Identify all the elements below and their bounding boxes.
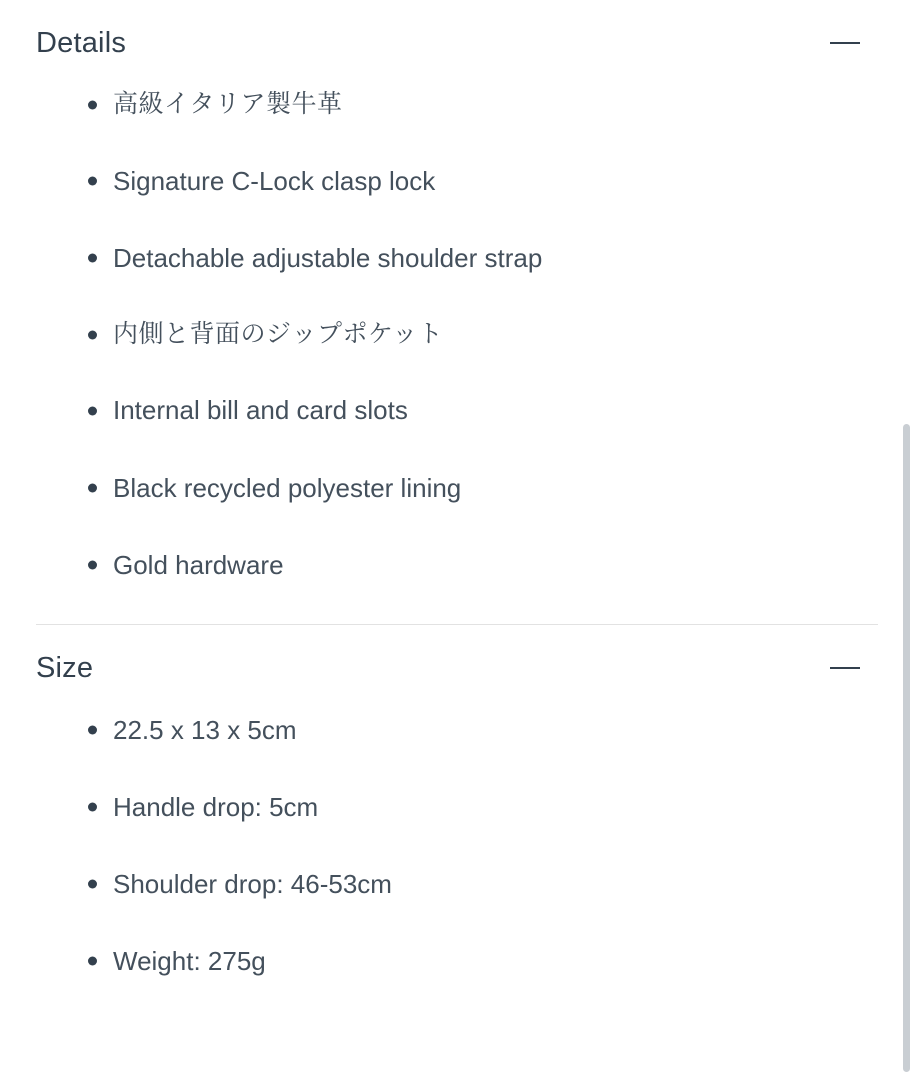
details-list	[36, 67, 878, 604]
list-item: 22.5 x 13 x 5cm	[56, 692, 878, 769]
section-details-title: Details	[36, 27, 127, 59]
minus-icon[interactable]	[828, 26, 862, 60]
list-item: 高級イタリア製牛革	[56, 67, 878, 143]
section-size-title: Size	[36, 651, 94, 684]
section-details	[36, 0, 878, 604]
list-item: Signature C-Lock clasp lock	[56, 143, 878, 220]
list-item: Black recycled polyester lining	[56, 450, 878, 527]
page-scrollbar[interactable]	[903, 0, 910, 1080]
list-item: Internal bill and card slots	[56, 372, 878, 449]
size-list	[36, 692, 878, 1000]
list-item: Detachable adjustable shoulder strap	[56, 220, 878, 297]
list-item: Gold hardware	[56, 527, 878, 604]
list-item: Weight: 275g	[56, 923, 878, 1000]
list-item: 内側と背面のジップポケット	[56, 297, 878, 373]
section-details-header[interactable]	[36, 0, 878, 67]
minus-icon[interactable]	[828, 651, 862, 685]
section-size-header[interactable]	[36, 625, 878, 692]
scrollbar-thumb[interactable]	[903, 424, 910, 1072]
section-size	[36, 625, 878, 1000]
list-item: Handle drop: 5cm	[56, 769, 878, 846]
list-item: Shoulder drop: 46-53cm	[56, 846, 878, 923]
